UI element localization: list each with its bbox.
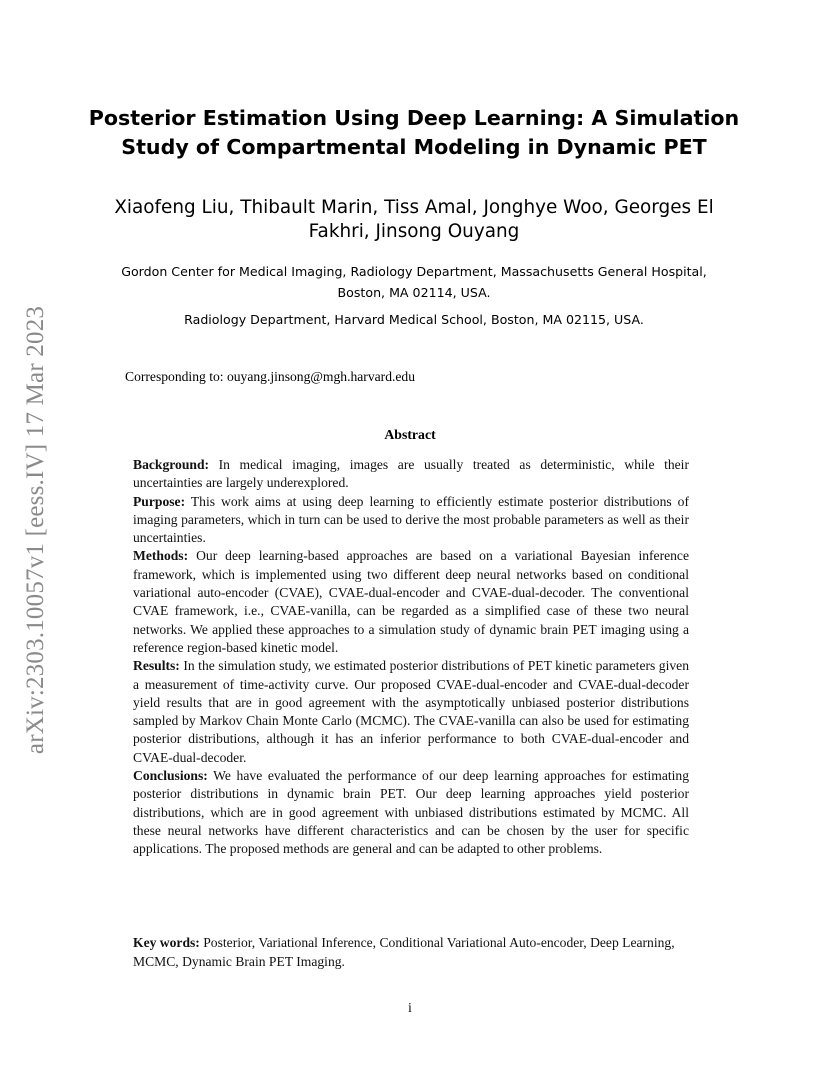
- abstract-conclusions-label: Conclusions:: [133, 768, 208, 784]
- abstract-purpose-text: This work aims at using deep learning to efficiently estimate posterior distributions of imaging parameters, which in turn can be used to derive the most probable parameters as well as their uncertainties.: [133, 493, 689, 546]
- abstract-purpose: [133, 493, 689, 548]
- author-list: [0, 196, 828, 244]
- abstract-methods: [133, 547, 689, 657]
- abstract-methods-label: Methods:: [133, 548, 189, 564]
- corresponding-author: Corresponding to: ouyang.jinsong@mgh.harvard.edu: [125, 369, 416, 384]
- affiliation-1: [0, 261, 828, 303]
- affiliation-2: [0, 309, 828, 330]
- abstract-background: [133, 456, 689, 493]
- abstract-purpose-label: Purpose:: [133, 493, 186, 509]
- abstract-results: [133, 657, 689, 767]
- abstract-results-label: Results:: [133, 658, 180, 674]
- paper-title-line-1: Posterior Estimation Using Deep Learning: A Simulation: [88, 106, 740, 130]
- affiliation-2-line-1: Radiology Department, Harvard Medical School, Boston, MA 02115, USA.: [184, 312, 644, 327]
- abstract-conclusions-text: We have evaluated the performance of our deep learning approaches for estimating posterior distributions in dynamic brain PET. Our deep learning approaches yield posterior distributions, which are in good agreement with unbiased distributions estimated by MCMC. All these neural networks have different characteristics and can be chosen by the user for specific applications. The proposed methods are general and can be adapted to other problems.: [133, 768, 689, 857]
- author-list-line-2: Fakhri, Jinsong Ouyang: [308, 221, 520, 242]
- abstract-results-text: In the simulation study, we estimated posterior distributions of PET kinetic parameters given a measurement of time-activity curve. Our proposed CVAE-dual-encoder and CVAE-dual-decoder yield results that are in good agreement with the asymptotically unbiased posterior distributions sampled by Markov Chain Monte Carlo (MCMC). The CVAE-vanilla can also be used for estimating posterior distributions, although it has an inferior performance to both CVAE-dual-encoder and CVAE-dual-decoder.: [133, 658, 689, 765]
- abstract-heading: Abstract: [384, 427, 436, 442]
- author-list-line-1: Xiaofeng Liu, Thibault Marin, Tiss Amal, Jonghye Woo, Georges El: [114, 197, 714, 218]
- abstract-methods-text: Our deep learning-based approaches are based on a variational Bayesian inference framework, which is implemented using two different deep neural networks based on conditional variational auto-encoder (CVAE), CVAE-dual-encoder and CVAE-dual-decoder. The conventional CVAE framework, i.e., CVAE-vanilla, can be regarded as a simplified case of these two neural networks. We applied these approaches to a simulation study of dynamic brain PET imaging using a reference region-based kinetic model.: [133, 548, 690, 655]
- abstract-conclusions: [133, 767, 689, 858]
- keywords-label: Key words:: [133, 935, 200, 950]
- keywords: [133, 933, 693, 971]
- paper-title-line-2: Study of Compartmental Modeling in Dynamic PET: [121, 135, 707, 159]
- abstract-body: [133, 456, 689, 859]
- abstract-background-label: Background:: [133, 457, 210, 472]
- affiliation-1-line-2: Boston, MA 02114, USA.: [337, 285, 491, 300]
- page-number: i: [408, 1001, 412, 1016]
- paper-title: [0, 104, 828, 162]
- abstract-background-text: In medical imaging, images are usually treated as deterministic, while their uncertainties are largely underexplored.: [133, 457, 689, 491]
- arxiv-identifier-text: arXiv:2303.10057v1 [eess.IV] 17 Mar 2023: [22, 305, 49, 755]
- keywords-text: Posterior, Variational Inference, Conditional Variational Auto-encoder, Deep Learning, MCMC, Dynamic Brain PET Imaging.: [133, 935, 675, 969]
- affiliation-1-line-1: Gordon Center for Medical Imaging, Radiology Department, Massachusetts General Hospital,: [121, 264, 707, 279]
